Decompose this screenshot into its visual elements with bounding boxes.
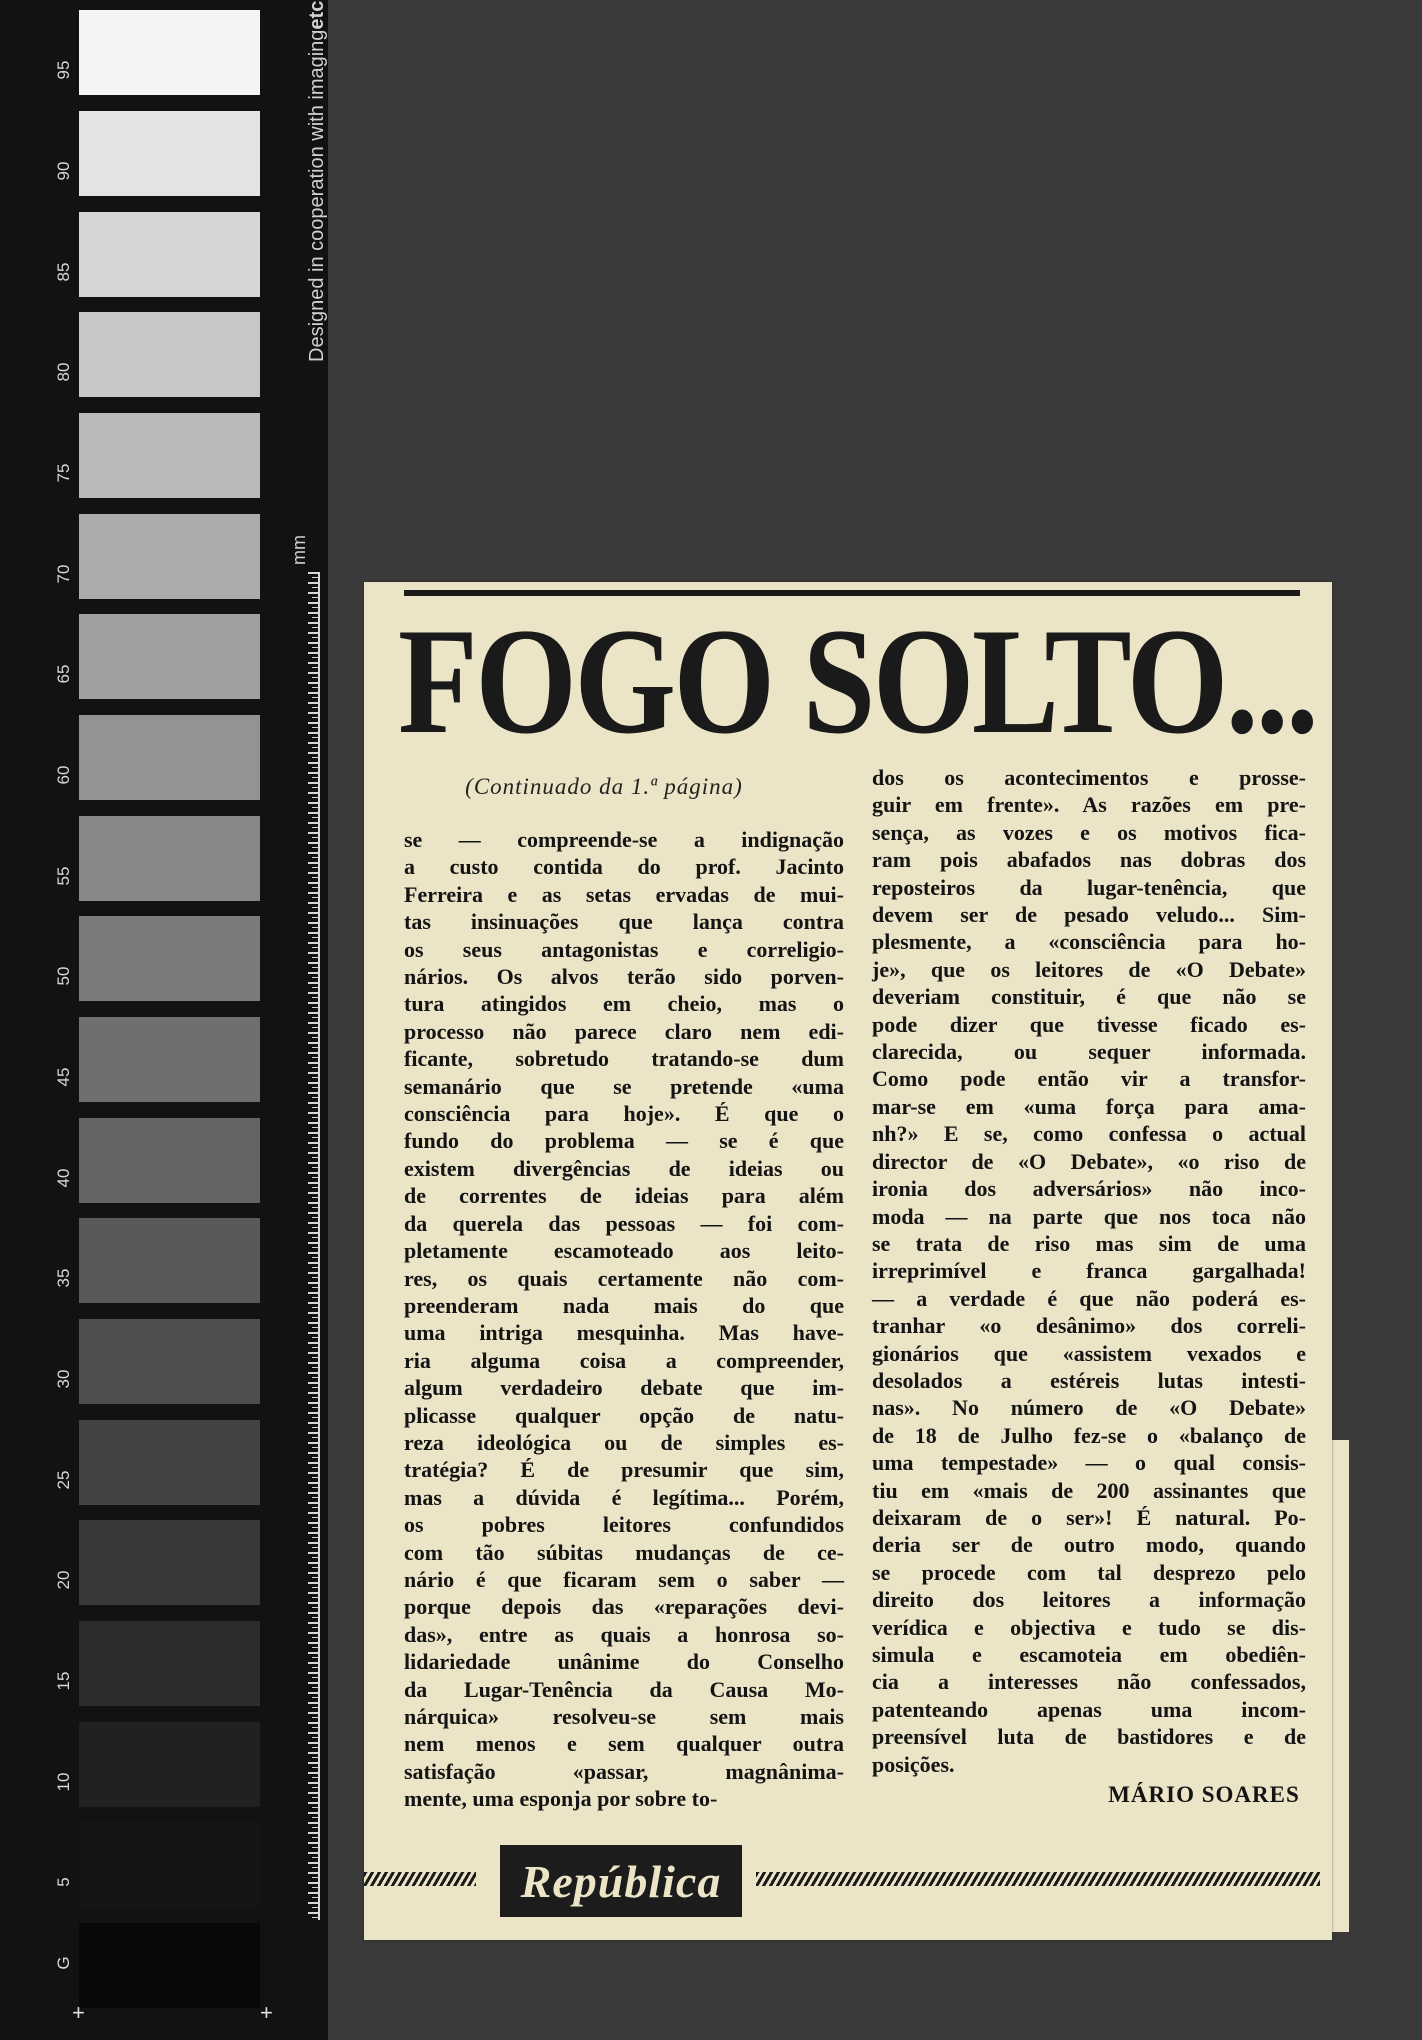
article-line: de correntes de ideias para além [404,1183,844,1209]
grey-patch-80 [79,312,260,397]
footer-rule-left [364,1872,476,1886]
article-column-left [404,826,844,1813]
article-line: ironia dos adversários» não inco- [872,1176,1306,1202]
scale-number: 15 [54,1671,73,1691]
registration-cross: + [72,2000,85,2025]
article-line: mente, uma esponja por sobre to- [404,1786,718,1812]
mm-ruler-spine [318,572,320,1920]
grey-patch-25 [79,1420,260,1505]
grey-patch-95 [79,10,260,95]
article-line: se trata de riso mas sim de uma [872,1230,1306,1256]
article-line: processo não parece claro nem edi- [404,1018,844,1044]
article-line: gionários que «assistem vexados e [872,1340,1306,1366]
article-line: tratégia? É de presumir que sim, [404,1457,844,1483]
grey-patch-5 [79,1822,260,1907]
scale-number: 45 [54,1067,73,1087]
article-line: clarecida, ou sequer informada. [872,1039,1306,1065]
scale-number: 30 [54,1369,73,1389]
article-line: moda — na parte que nos toca não [872,1203,1306,1229]
article-line: fundo do problema — se é que [404,1128,844,1154]
article-line: preensível luta de bastidores e de [872,1724,1306,1750]
article-line: res, os quais certamente não com- [404,1265,844,1291]
grey-patch-g [79,1923,260,2008]
article-line: tranhar «o desânimo» dos correli- [872,1313,1306,1339]
grey-patch-85 [79,212,260,297]
scale-number: 85 [54,262,73,282]
article-line: ficante, sobretudo tratando-se dum [404,1046,844,1072]
article-line: je», que os leitores de «O Debate» [872,956,1306,982]
article-line: tura atingidos em cheio, mas o [404,991,844,1017]
article-line: irreprimível e franca gargalhada! [872,1258,1306,1284]
article-line: se — compreende-se a indignação [404,827,844,852]
article-line: semanário que se pretende «uma [404,1073,844,1099]
article-line: lidariedade unânime do Conselho [404,1649,844,1675]
scale-number: 60 [54,765,73,785]
continued-note: (Continuado da 1.ª página) [465,774,743,799]
article-line: tiu em «mais de 200 assinantes que [872,1477,1306,1503]
newspaper-clipping [364,582,1332,1940]
article-column-right [872,764,1306,1778]
article-line: desolados a estéreis lutas intesti- [872,1367,1306,1393]
article-line: se procede com tal desprezo pelo [872,1559,1306,1585]
scale-number: 65 [54,664,73,684]
scale-number: 90 [54,161,73,181]
article-line: pletamente escamoteado aos leito- [404,1238,844,1264]
article-line: satisfação «passar, magnânima- [404,1758,844,1784]
article-line: guir em frente». As razões em pre- [872,792,1306,818]
article-line: — a verdade é que não poderá es- [872,1285,1306,1311]
scale-number: 70 [54,564,73,584]
grey-patch-55 [79,816,260,901]
article-line: deria ser de outro modo, quando [872,1532,1306,1558]
mm-ruler [292,572,320,1920]
article-line: das», entre as quais a honrosa so- [404,1621,844,1647]
grey-patch-40 [79,1118,260,1203]
article-line: nárquica» resolveu-se sem mais [404,1704,844,1729]
grey-patch-75 [79,413,260,498]
scale-number: 5 [54,1877,73,1887]
grey-patch-70 [79,514,260,599]
grey-patch-10 [79,1722,260,1807]
grey-patch-90 [79,111,260,196]
article-line: cia a interesses não confessados, [872,1669,1306,1695]
article-line: a custo contida do prof. Jacinto [404,854,844,880]
grey-patch-65 [79,614,260,699]
scale-number: 25 [54,1470,73,1490]
registration-cross: + [260,2000,273,2025]
scale-number: 50 [54,966,73,986]
article-line: tas insinuações que lança contra [404,909,844,935]
article-line: algum verdadeiro debate que im- [404,1375,844,1401]
scale-number: 80 [54,362,73,382]
article-line: nários. Os alvos terão sido porven- [404,964,844,990]
article-line: Como pode então vir a transfor- [872,1066,1306,1092]
article-line: da querela das pessoas — foi com- [404,1210,844,1236]
footer-rule-right [756,1872,1320,1886]
article-line: nário é que ficaram sem o saber — [404,1566,844,1592]
article-line: com tão súbitas mudanças de ce- [404,1539,844,1565]
scale-number: G [54,1956,73,1970]
article-line: simula e escamoteia em obediên- [872,1642,1306,1667]
article-line: devem ser de pesado veludo... Sim- [872,902,1306,928]
headline-rule [404,590,1300,596]
article-line: ria alguma coisa a compreender, [404,1347,844,1373]
article-line: plesmente, a «consciência para ho- [872,929,1306,955]
grey-patch-45 [79,1017,260,1102]
article-line: Ferreira e as setas ervadas de mui- [404,881,844,907]
article-line: plicasse qualquer opção de natu- [404,1402,844,1428]
headline: FOGO SOLTO... [398,597,1317,765]
article-line: sença, as vozes e os motivos fica- [872,819,1306,845]
article-line: mas a dúvida é legítima... Porém, [404,1484,844,1510]
article-line: de 18 de Julho fez-se o «balanço de [872,1422,1306,1448]
scale-number: 10 [54,1772,73,1792]
article-line: nh?» E se, como confessa o actual [872,1121,1306,1147]
article-line: ram pois abafados nas dobras dos [872,847,1306,873]
article-line: deixaram de o ser»! É natural. Po- [872,1504,1306,1530]
grey-patch-20 [79,1520,260,1605]
article-line: uma intriga mesquinha. Mas have- [404,1320,844,1346]
grey-patch-60 [79,715,260,800]
scale-number: 20 [54,1570,73,1590]
scale-number: 55 [54,866,73,886]
article-line: director de «O Debate», «o riso de [872,1148,1306,1174]
republica-masthead [500,1845,742,1917]
scale-number: 40 [54,1168,73,1188]
scale-number: 95 [54,60,73,80]
article-line: da Lugar-Tenência da Causa Mo- [404,1676,844,1702]
article-line: uma tempestade» — o qual consis- [872,1450,1306,1476]
article-line: os pobres leitores confundidos [404,1512,844,1538]
article-line: posições. [872,1751,955,1777]
scale-number: 35 [54,1268,73,1288]
article-line: reza ideológica ou de simples es- [404,1429,844,1455]
article-line: pode dizer que tivesse ficado es- [872,1011,1306,1037]
grey-scale-strip [0,0,328,2040]
masthead-text: República [520,1855,722,1907]
article-line: patenteando apenas uma incom- [872,1696,1306,1722]
grey-patch-50 [79,916,260,1001]
grey-patch-15 [79,1621,260,1706]
article-line: reposteiros da lugar-tenência, que [872,874,1306,900]
article-line: existem divergências de ideias ou [404,1155,844,1181]
article-line: os seus antagonistas e correligio- [404,936,844,962]
grey-patch-35 [79,1218,260,1303]
article-line: nem menos e sem qualquer outra [404,1731,844,1757]
article-line: mar-se em «uma força para ama- [872,1093,1306,1119]
scale-number: 75 [54,463,73,483]
article-line: verídica e objectiva e tudo se dis- [872,1614,1306,1640]
article-line: nas». No número de «O Debate» [872,1395,1306,1421]
article-line: dos os acontecimentos e prosse- [872,765,1306,790]
article-line: deveriam constituir, é que não se [872,984,1306,1010]
author-signature: MÁRIO SOARES [1108,1782,1300,1807]
article-line: porque depois das «reparações devi- [404,1594,844,1620]
mm-label: mm [289,535,309,565]
article-line: direito dos leitores a informação [872,1587,1306,1613]
imaging-credit: Designed in cooperation with imagingetc [306,0,328,362]
article-line: consciência para hoje». É que o [404,1101,844,1127]
article-line: preenderam nada mais do que [404,1292,844,1318]
grey-patch-30 [79,1319,260,1404]
